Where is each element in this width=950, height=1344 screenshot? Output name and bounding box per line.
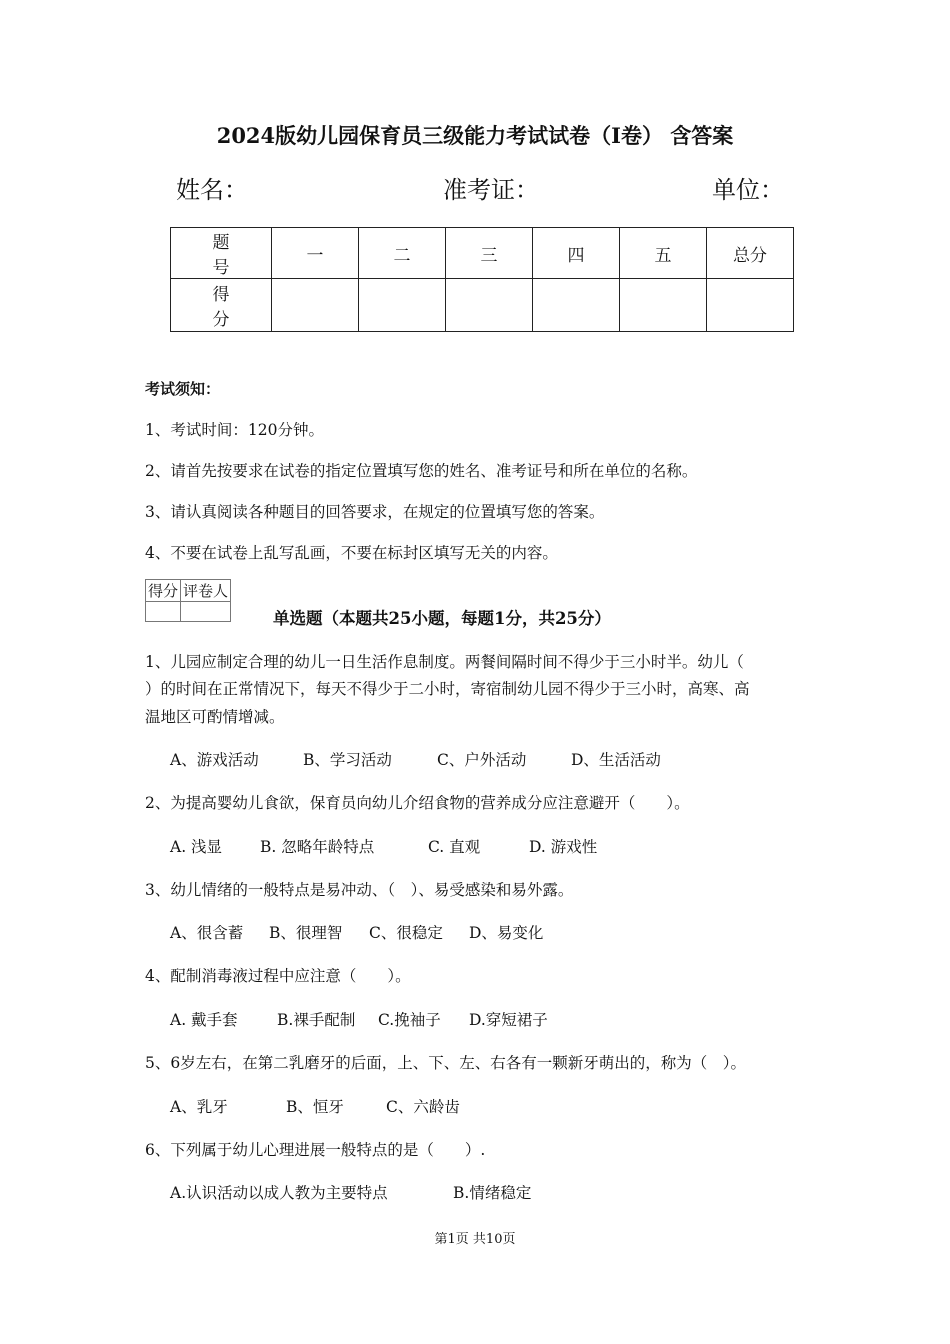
score-table-header-cell: 五 bbox=[620, 228, 707, 279]
section-title: 单选题（本题共25小题，每题1分，共25分） bbox=[273, 609, 611, 628]
answer-option: B.情绪稳定 bbox=[453, 1184, 532, 1202]
notes-heading: 考试须知： bbox=[145, 380, 221, 398]
notes-item: 2、请首先按要求在试卷的指定位置填写您的姓名、准考证号和所在单位的名称。 bbox=[145, 462, 698, 480]
question-text-line: 2、为提高婴幼儿食欲，保育员向幼儿介绍食物的营养成分应注意避开（ ）。 bbox=[145, 794, 690, 812]
answer-option: A. 浅显 bbox=[170, 838, 223, 856]
question-text-line: 3、幼儿情绪的一般特点是易冲动、（ ）、易受感染和易外露。 bbox=[145, 881, 574, 899]
question-text-line: 5、6岁左右，在第二乳磨牙的后面，上、下、左、右各有一颗新牙萌出的，称为（ ）。 bbox=[145, 1054, 746, 1072]
grader-score-label: 得分 bbox=[146, 580, 181, 602]
exam-number-field-label: 准考证： bbox=[443, 176, 539, 204]
score-table-header-row bbox=[171, 228, 794, 279]
answer-option: A、游戏活动 bbox=[170, 751, 259, 769]
answer-option: B、恒牙 bbox=[286, 1098, 344, 1116]
grader-reviewer-cell bbox=[181, 602, 231, 622]
unit-field-label: 单位： bbox=[712, 176, 784, 204]
answer-option: B、很理智 bbox=[269, 924, 343, 942]
answer-option: D、生活活动 bbox=[571, 751, 661, 769]
answer-option: B、学习活动 bbox=[303, 751, 392, 769]
page-footer: 第1页 共10页 bbox=[434, 1232, 516, 1247]
answer-option: D. 游戏性 bbox=[529, 838, 598, 856]
notes-item: 3、请认真阅读各种题目的回答要求，在规定的位置填写您的答案。 bbox=[145, 503, 605, 521]
score-table-header-cell: 总分 bbox=[707, 228, 794, 279]
score-table-header-cell: 题 号 bbox=[171, 228, 272, 279]
notes-item: 1、考试时间：120分钟。 bbox=[145, 421, 324, 439]
answer-option: A、很含蓄 bbox=[170, 924, 244, 942]
question-text-line: 6、下列属于幼儿心理进展一般特点的是（ ）. bbox=[145, 1141, 486, 1159]
answer-option: A. 戴手套 bbox=[170, 1011, 238, 1029]
answer-option: B.裸手配制 bbox=[277, 1011, 356, 1029]
question-text-line: 1、儿园应制定合理的幼儿一日生活作息制度。两餐间隔时间不得少于三小时半。幼儿（ bbox=[145, 653, 744, 671]
grader-reviewer-label: 评卷人 bbox=[181, 580, 231, 602]
score-table-header-cell: 三 bbox=[446, 228, 533, 279]
score-cell bbox=[707, 279, 794, 332]
answer-option: A.认识活动以成人教为主要特点 bbox=[170, 1184, 388, 1202]
grader-box bbox=[145, 579, 231, 622]
score-table-header-cell: 四 bbox=[533, 228, 620, 279]
question-text-line: 温地区可酌情增减。 bbox=[145, 708, 285, 726]
question-text-line: 4、配制消毒液过程中应注意（ ）。 bbox=[145, 967, 411, 985]
score-cell bbox=[359, 279, 446, 332]
score-table-header-cell: 二 bbox=[359, 228, 446, 279]
score-cell bbox=[272, 279, 359, 332]
score-cell bbox=[620, 279, 707, 332]
question-text-line: ）的时间在正常情况下，每天不得少于二小时，寄宿制幼儿园不得少于三小时，高寒、高 bbox=[145, 680, 750, 698]
answer-option: C、户外活动 bbox=[437, 751, 527, 769]
grader-score-cell bbox=[146, 602, 181, 622]
score-table bbox=[170, 227, 794, 332]
answer-option: C、很稳定 bbox=[369, 924, 443, 942]
answer-option: C. 直观 bbox=[428, 838, 481, 856]
answer-option: A、乳牙 bbox=[170, 1098, 228, 1116]
answer-option: B. 忽略年龄特点 bbox=[260, 838, 375, 856]
name-field-label: 姓名： bbox=[176, 176, 248, 204]
notes-item: 4、不要在试卷上乱写乱画，不要在标封区填写无关的内容。 bbox=[145, 544, 558, 562]
answer-option: C.挽袖子 bbox=[378, 1011, 441, 1029]
answer-option: C、六龄齿 bbox=[386, 1098, 460, 1116]
score-cell bbox=[533, 279, 620, 332]
score-table-score-row bbox=[171, 279, 794, 332]
score-cell bbox=[446, 279, 533, 332]
score-table-header-cell: 一 bbox=[272, 228, 359, 279]
answer-option: D、易变化 bbox=[469, 924, 544, 942]
page-title: 2024版幼儿园保育员三级能力考试试卷（I卷） 含答案 bbox=[216, 123, 734, 148]
score-row-label: 得 分 bbox=[171, 279, 272, 332]
answer-option: D.穿短裙子 bbox=[469, 1011, 548, 1029]
